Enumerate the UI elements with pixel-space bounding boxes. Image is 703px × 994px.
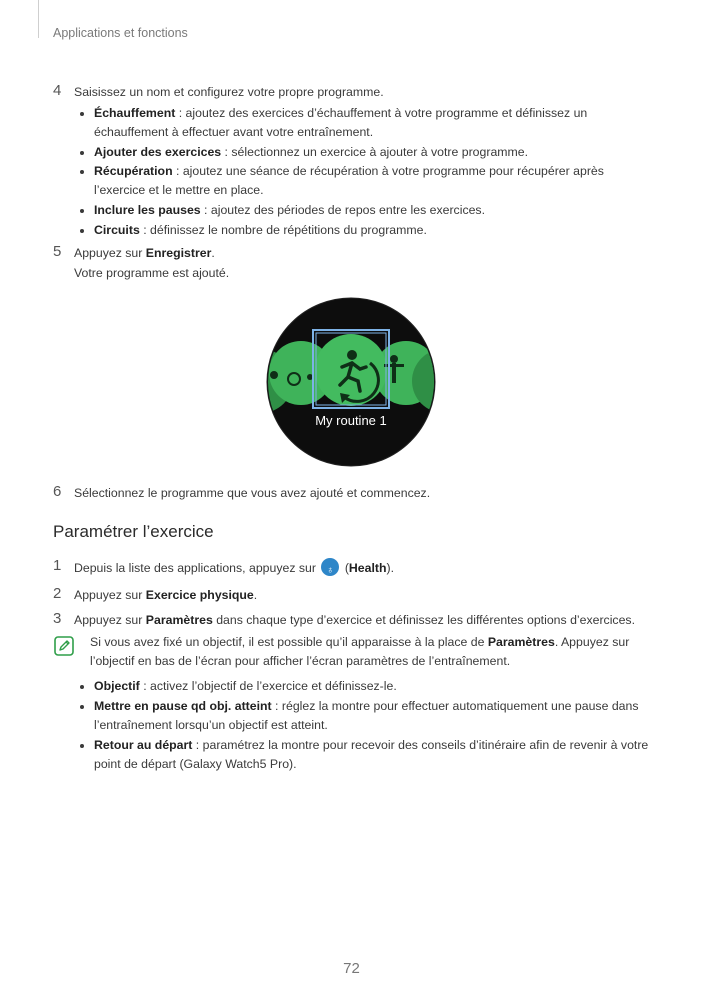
bullet-continuation: point de départ (Galaxy Watch5 Pro). [94,757,297,771]
bullet-item [94,143,528,162]
note-icon [54,636,74,656]
bullet-continuation: l’entraînement lorsqu’un objectif est atteint. [94,718,328,732]
enregistrer-label: Enregistrer [145,246,212,260]
step-text: Sélectionnez le programme que vous avez ajouté et commencez. [74,486,431,500]
bullet-term: Ajouter des exercices [94,145,222,159]
section-title: Paramétrer l’exercice [53,522,214,541]
bullet-desc: : activez l’objectif de l’exercice et définissez-le. [139,679,397,693]
step-result: Votre programme est ajouté. [74,266,230,280]
bullet-term: Inclure les pauses [94,203,201,217]
note-bold-term: Paramètres [487,635,555,649]
bullet-term: Circuits [94,223,140,237]
step-number: 5 [53,243,62,260]
note-text: Si vous avez fixé un objectif, il est possible qu’il apparaisse à la place de Paramètres. Appuyez sur [90,635,630,649]
bullet-item [94,677,397,696]
step-text: Appuyez sur Enregistrer. [74,246,215,260]
bullet-desc: : sélectionnez un exercice à ajouter à votre programme. [221,145,529,159]
bullet-item [94,104,587,123]
bullet-term: Échauffement [94,106,176,120]
step-text: Saisissez un nom et configurez votre propre programme. [74,85,384,99]
health-app-icon: ♁ [321,558,339,576]
bullet-desc: : paramétrez la montre pour recevoir des conseils d’itinéraire afin de revenir à votre [192,738,649,752]
bullet-item [94,736,648,755]
exercise-label: Exercice physique [145,588,254,602]
step-number: 2 [53,585,62,602]
bullet-desc: : réglez la montre pour effectuer automatiquement une pause dans [271,699,639,713]
section-header: Applications et fonctions [53,26,188,40]
bullet-term: Récupération [94,164,173,178]
bullet-desc: : définissez le nombre de répétitions du programme. [139,223,427,237]
bullet-desc: : ajoutez des périodes de repos entre les exercices. [200,203,485,217]
note-text: l’objectif en bas de l’écran pour afficher l’écran paramètres de l’entraînement. [90,654,511,668]
step-number: 4 [53,82,62,99]
bullet-item [94,162,604,181]
bullet-item [94,221,427,240]
routine-label: My routine 1 [315,413,387,428]
health-label: Health [348,561,387,575]
step-text: Depuis la liste des applications, appuyez sur ♁ (Health). [74,558,394,578]
step-text: Appuyez sur Exercice physique. [74,588,258,602]
bullet-term: Mettre en pause qd obj. atteint [94,699,272,713]
bullet-item [94,201,485,220]
watch-screen [266,297,436,467]
step-number: 6 [53,483,62,500]
step-number: 1 [53,557,62,574]
bullet-continuation: échauffement à effectuer avant votre entraînement. [94,125,374,139]
step-number: 3 [53,610,62,627]
bullet-item [94,697,639,716]
step-text: Appuyez sur Paramètres dans chaque type d’exercice et définissez les différentes options d’exercices. [74,613,635,627]
page-edge-line [38,0,39,38]
bullet-desc: : ajoutez des exercices d’échauffement à votre programme et définissez un [175,106,588,120]
bullet-term: Objectif [94,679,140,693]
parametres-label: Paramètres [145,613,213,627]
bullet-continuation: l’exercice et le mettre en place. [94,183,264,197]
bullet-desc: : ajoutez une séance de récupération à votre programme pour récupérer après [172,164,604,178]
bullet-term: Retour au départ [94,738,193,752]
page-number: 72 [343,960,360,977]
